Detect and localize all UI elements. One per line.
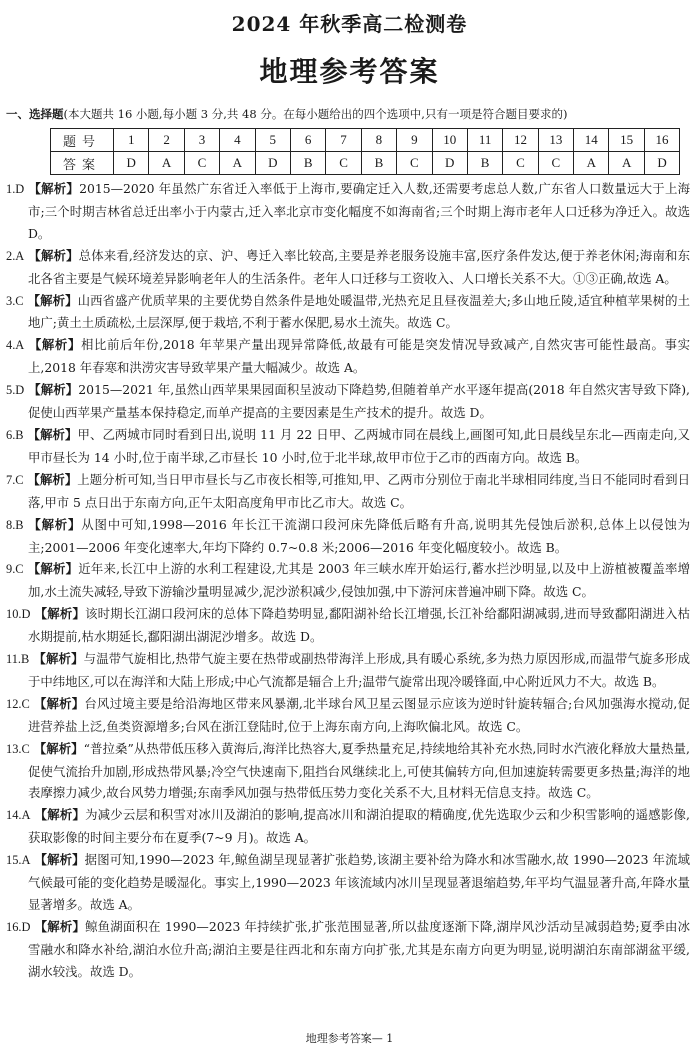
item-number: 5.D: [6, 383, 25, 398]
item-tag: 【解析】: [27, 471, 78, 487]
item-number: 15.A: [6, 853, 31, 868]
item-tag: 【解析】: [33, 740, 84, 756]
explanation-item: [6, 424, 690, 469]
question-number: 8: [361, 129, 396, 152]
item-tag: 【解析】: [28, 382, 79, 398]
explanation-item: [6, 178, 690, 245]
item-number: 13.C: [6, 741, 30, 756]
item-text: 2015—2021 年,虽然山西苹果果园面积呈波动下降趋势,但随着单产水平逐年提高(2018 年自然灾害导致下降),促使山西苹果产量基本保持稳定,而单产提高的主要因素是生产技术的提升。故选 D。: [28, 382, 690, 421]
item-text: 山西省盛产优质苹果的主要优势自然条件是地处暖温带,光热充足且昼夜温差大;多山地丘陵,适宜种植苹果树的土地广;黄土土质疏松,土层深厚,便于栽培,不利于蓄水保肥,易水土流失。故选 C。: [28, 292, 690, 331]
item-text: 据图可知,1990—2023 年,鲸鱼湖呈现显著扩张趋势,该湖主要补给为降水和冰雪融水,故 1990—2023 年流域气候最可能的变化趋势是暖湿化。事实上,1990—2023 年该流域内冰川呈现显著退缩趋势,年平均气温显著升高,年降水量显著增多。故选 A。: [28, 852, 691, 912]
item-text: “普拉桑”从热带低压移入黄海后,海洋比热容大,夏季热量充足,持续地给其补充水热,同时水汽液化释放大量热量,促使气流抬升加剧,形成热带风暴;冷空气快速南下,阻挡台风继续北上,可使其偏转方向,但加速旋转需要更多热量;海洋的地表摩擦力减少,故台风势力增强;东南季风加强与热带低压势力变化关系不大,且材料无信息支持。故选 C。: [28, 740, 690, 801]
page-footer: 地理参考答案— 1: [305, 1032, 394, 1045]
item-number: 3.C: [6, 293, 24, 308]
answer-cell: B: [361, 152, 396, 175]
item-number: 2.A: [6, 248, 25, 263]
item-number: 1.D: [6, 182, 25, 196]
answer-cell: C: [503, 152, 538, 175]
question-number: 13: [538, 129, 573, 152]
explanation-item: [6, 738, 690, 805]
answer-cell: C: [397, 152, 432, 175]
item-text: 鲸鱼湖面积在 1990—2023 年持续扩张,扩张范围显著,所以盐度逐渐下降,湖岸风沙活动呈减弱趋势;夏季由冰雪融水和降水补给,湖泊水位升高;湖泊主要是往西北和东南方向扩张,尤其是东南方向更为明显,说明湖泊东南部湖盆平缓,湖水较浅。故选 D。: [28, 918, 690, 979]
answer-cell: A: [574, 152, 609, 175]
answer-cell: A: [609, 152, 644, 175]
answer-table: [50, 128, 680, 175]
item-number: 8.B: [6, 517, 24, 532]
question-number: 16: [644, 129, 679, 152]
question-number: 2: [149, 129, 184, 152]
item-text: 近年来,长江中上游的水利工程建设,尤其是 2003 年三峡水库开始运行,蓄水拦沙明显,以及中上游植被覆盖率增加,水土流失减轻,导致下游输沙量明显减少,泥沙淤积减少,侵蚀加强,中下游河床普遍冲刷下降。故选 C。: [28, 561, 690, 600]
item-number: 10.D: [6, 607, 31, 622]
item-tag: 【解析】: [28, 181, 80, 196]
item-tag: 【解析】: [34, 852, 85, 868]
explanation-item: [6, 334, 690, 379]
item-text: 上题分析可知,当日甲市昼长与乙市夜长相等,可推知,甲、乙两市分别位于南北半球相同纬度,当日不能同时看到日落,甲市 5 点日出于东南方向,正午太阳高度角甲市比乙市大。故选 C。: [28, 471, 690, 510]
section-label: 一、选择题: [6, 107, 64, 121]
item-number: 12.C: [6, 696, 30, 711]
question-number: 6: [290, 129, 325, 152]
explanation-item: [6, 469, 690, 514]
answer-cell: D: [432, 152, 467, 175]
item-text: 为减少云层和积雪对冰川及湖泊的影响,提高冰川和湖泊提取的精确度,优先选取少云和少积雪影响的遥感影像,获取影像的时间主要分布在夏季(7~9 月)。故选 A。: [28, 807, 690, 846]
item-number: 6.B: [6, 427, 24, 442]
answer-cell: D: [114, 152, 149, 175]
explanation-item: [6, 558, 690, 603]
explanation-item: [6, 245, 690, 290]
item-number: 7.C: [6, 472, 24, 487]
answer-cell: B: [467, 152, 502, 175]
item-number: 11.B: [6, 652, 30, 667]
question-number: 7: [326, 129, 361, 152]
explanation-list: [6, 178, 690, 983]
item-number: 14.A: [6, 808, 31, 823]
explanation-item: [6, 693, 690, 738]
explanation-item: [6, 804, 690, 849]
question-number: 5: [255, 129, 290, 152]
item-tag: 【解析】: [28, 247, 79, 263]
answer-row: [51, 152, 680, 175]
answer-cell: A: [220, 152, 255, 175]
explanation-item: [6, 648, 690, 693]
answer-cell: A: [149, 152, 184, 175]
question-number: 9: [397, 129, 432, 152]
question-number: 10: [432, 129, 467, 152]
question-number-row: [51, 129, 680, 152]
item-tag: 【解析】: [34, 606, 86, 622]
item-text: 相比前后年份,2018 年苹果产量出现异常降低,故最有可能是突发情况导致减产,自然灾害可能性最高。事实上,2018 年春寒和洪涝灾害导致苹果产量大幅减少。故选 A。: [28, 337, 690, 376]
answer-key-title: 地理参考答案: [259, 55, 440, 88]
explanation-item: [6, 849, 690, 916]
answer-cell: C: [538, 152, 573, 175]
question-number: 14: [574, 129, 609, 152]
item-text: 总体来看,经济发达的京、沪、粤迁入率比较高,主要是养老服务设施丰富,医疗条件发达,便于养老休闲;海南和东北各省主要是气候环境差异影响老年人的生活条件。老年人口迁移与工资收入、人口增长关系不大。①③正确,故选 A。: [28, 247, 690, 286]
item-tag: 【解析】: [33, 651, 84, 667]
question-number: 11: [467, 129, 502, 152]
answer-cell: D: [644, 152, 679, 175]
answer-cell: B: [290, 152, 325, 175]
answer-cell: C: [184, 152, 219, 175]
item-tag: 【解析】: [27, 561, 79, 577]
item-number: 4.A: [6, 338, 25, 353]
answer-cell: C: [326, 152, 361, 175]
item-tag: 【解析】: [28, 516, 82, 532]
item-text: 台风过境主要是给沿海地区带来风暴潮,北半球台风卫星云图显示应该为逆时针旋转辐合;台风加强海水搅动,促进营养盐上泛,鱼类资源增多;台风在浙江登陆时,位于上海东南方向,上海吹偏北风。故选 C。: [28, 695, 690, 734]
exam-title: 2024 年秋季高二检测卷: [231, 12, 468, 36]
question-number: 3: [184, 129, 219, 152]
item-text: 从图中可知,1998—2016 年长江干流湖口段河床先降低后略有升高,说明其先侵蚀后淤积,总体上以侵蚀为主;2001—2006 年变化速率大,年均下降约 0.7~0.8 米;2006—2016 年变化幅度较小。故选 B。: [28, 516, 690, 555]
item-tag: 【解析】: [33, 695, 85, 711]
answer-cell: D: [255, 152, 290, 175]
question-number: 15: [609, 129, 644, 152]
answer-label: 答案: [51, 152, 114, 175]
explanation-item: [6, 379, 690, 424]
item-text: 甲、乙两城市同时看到日出,说明 11 月 22 日甲、乙两城市同在晨线上,画图可知,此日晨线呈东北—西南走向,又甲市昼长为 14 小时,位于南半球,乙市昼长 10 小时,位于北半球,故甲市位于乙市的西南方向。故选 B。: [28, 426, 690, 465]
item-tag: 【解析】: [28, 337, 81, 353]
section-heading: [6, 106, 696, 122]
explanation-item: [6, 603, 690, 648]
question-number: 12: [503, 129, 538, 152]
item-tag: 【解析】: [34, 807, 86, 823]
question-number: 4: [220, 129, 255, 152]
explanation-item: [6, 514, 690, 559]
explanation-item: [6, 290, 690, 335]
item-number: 16.D: [6, 919, 31, 934]
item-number: 9.C: [6, 562, 24, 577]
question-number-label: 题号: [51, 129, 114, 152]
explanation-item: [6, 916, 690, 983]
item-text: 该时期长江湖口段河床的总体下降趋势明显,鄱阳湖补给长江增强,长江补给鄱阳湖减弱,进而导致鄱阳湖进入枯水期提前,枯水期延长,鄱阳湖出湖泥沙增多。故选 D。: [28, 606, 690, 645]
item-text: 2015—2020 年虽然广东省迁入率低于上海市,要确定迁入人数,还需要考虑总人数,广东省人口数量远大于上海市;三个时期吉林省总迁出率小于内蒙古,迁入率北京市变化幅度不如海南省;三个时期上海市老年人口迁移为净迁入。故选 D。: [28, 181, 690, 241]
item-tag: 【解析】: [34, 918, 86, 934]
section-note: (本大题共 16 小题,每小题 3 分,共 48 分。在每小题给出的四个选项中,只有一项是符合题目要求的): [63, 107, 568, 121]
item-tag: 【解析】: [27, 292, 78, 308]
item-text: 与温带气旋相比,热带气旋主要在热带或副热带海洋上形成,具有暖心系统,多为热力原因形成,而温带气旋多形成于中纬地区,可以在海洋和大陆上形成;中心气流都是辐合上升;温带气旋常出现冷暖锋面,中心附近风力不大。故选 B。: [28, 651, 690, 689]
question-number: 1: [114, 129, 149, 152]
item-tag: 【解析】: [27, 426, 78, 442]
